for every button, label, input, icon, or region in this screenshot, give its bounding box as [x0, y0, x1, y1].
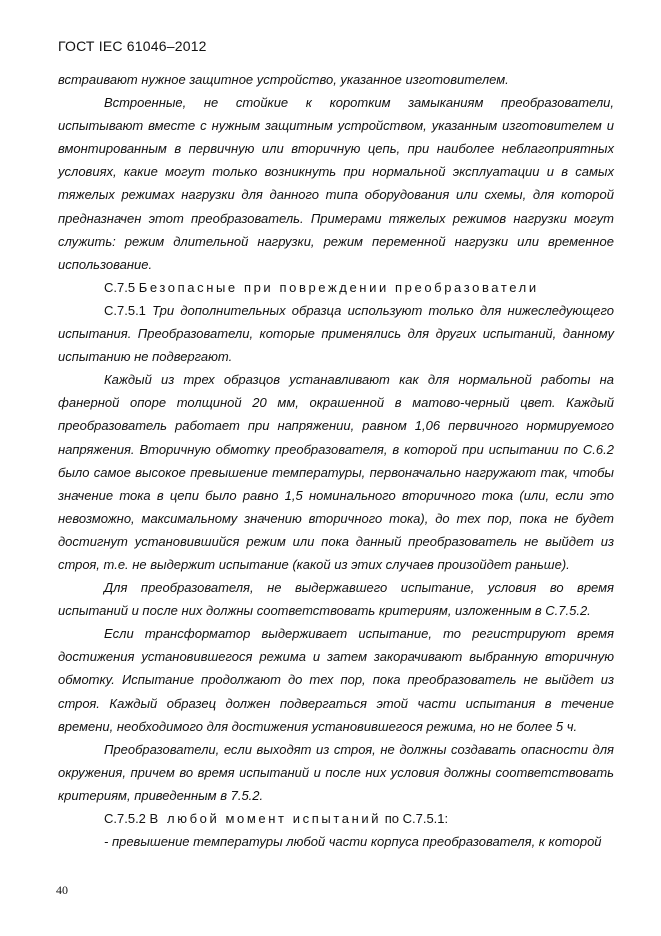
list-item-temperature-rise: - превышение температуры любой части корпуса преобразователя, к которой: [104, 834, 602, 850]
paragraph-transformer-passes: Если трансформатор выдерживает испытание, то регистрируют время достижения установившегося режима и затем закорачивают выбранную вторичную обмотку. Испытание продолжают до тех пор, пока преобразователь не выйдет из строя. Каждый образец должен подвергаться этой части испытания в течение времени, необходимого для достижения установившегося режима, но не более 5 ч.: [58, 626, 614, 734]
clause-number: С.7.5.2: [104, 811, 146, 826]
clause-text: Три дополнительных образца используют только для нижеследующего испытания. Преобразователи, которые применялись для других испытаний, данному испытанию не подвергают.: [58, 302, 614, 365]
page-number: 40: [56, 883, 68, 897]
paragraph-failed-converter: Для преобразователя, не выдержавшего испытание, условия во время испытаний и после них должны соответствовать критериям, изложенным в С.7.5.2.: [58, 580, 614, 619]
document-header: ГОСТ IEC 61046–2012: [58, 38, 207, 54]
section-number: С.7.5: [104, 279, 136, 295]
paragraph-built-in-converters: Встроенные, не стойкие к коротким замыканиям преобразователи, испытывают вместе с нужным защитным устройством, указанным изготовителем и вмонтированным в первичную или вторичную цепь, при наиболее неблагоприятных условиях, какие могут только возникнуть при нормальной эксплуатации и в самых тяжелых режимах нагрузки для данного типа оборудования или схемы, для которой предназначен этот преобразователь. Примерами тяжелых режимов нагрузки могут служить: режим длительной нагрузки, режим переменной нагрузки или временное использование.: [58, 95, 614, 272]
section-heading-c-7-5-2: [58, 807, 614, 830]
section-title: Безопасные при повреждении преобразователи: [138, 279, 539, 295]
paragraph-c-7-5-1: [58, 299, 614, 368]
section-heading-c-7-5: [58, 276, 614, 299]
paragraph-no-hazard: Преобразователи, если выходят из строя, не должны создавать опасности для окружения, причем во время испытаний и после них условия должны соответствовать критериям, приведенным в 7.5.2.: [58, 741, 614, 803]
clause-spaced-title: В любой момент испытаний: [149, 811, 382, 826]
paragraph-continuation: встраивают нужное защитное устройство, указанное изготовителем.: [58, 72, 509, 87]
clause-number: С.7.5.1: [104, 302, 146, 318]
clause-reference: по С.7.5.1:: [384, 811, 449, 826]
page-body: [58, 68, 614, 853]
paragraph-samples-setup: Каждый из трех образцов устанавливают как для нормальной работы на фанерной опоре толщиной 20 мм, окрашенной в матово-черный цвет. Каждый преобразователь работает при напряжении, равном 1,06 первичного нормируемого напряжения. Вторичную обмотку преобразователя, в которой при испытании по С.6.2 было самое высокое превышение температуры, первоначально нагружают так, чтобы значение тока в цепи было равно 1,5 номинального вторичного тока (или, если это невозможно, максимальному значению вторичного тока), до тех пор, пока не будет достигнут установившийся режим или пока данный преобразователь не выйдет из строя, т.е. не выдержит испытание (какой из этих случаев произойдет раньше).: [58, 372, 614, 572]
